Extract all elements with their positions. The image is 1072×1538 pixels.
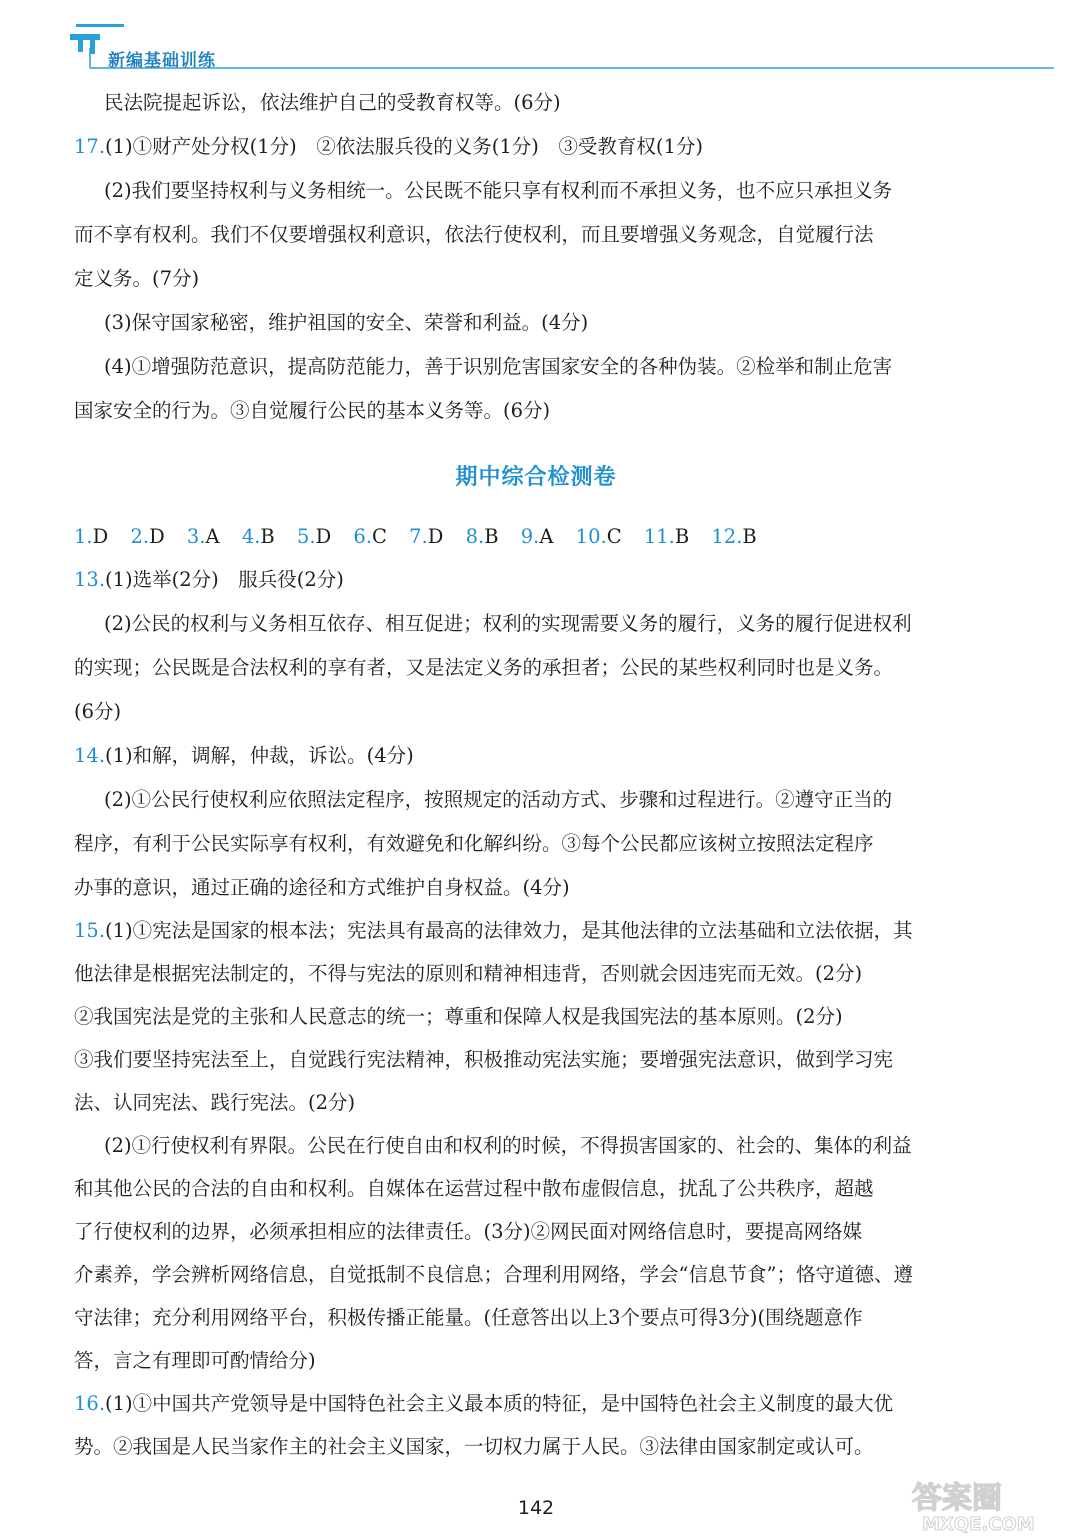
- mc-answer-row: [74, 525, 773, 548]
- text-line: 法、认同宪法、践行宪法。(2分): [74, 1091, 356, 1114]
- text-line: (6分): [74, 700, 122, 723]
- text-line: 答，言之有理即可酌情给分): [74, 1349, 316, 1372]
- text-line: 民法院提起诉讼，依法维护自己的受教育权等。(6分): [104, 91, 561, 114]
- text-line: ③我们要坚持宪法至上，自觉践行宪法精神，积极推动宪法实施；要增强宪法意识，做到学习宪: [74, 1048, 894, 1071]
- mc-answer: 12.B: [711, 525, 757, 548]
- text-line: 的实现；公民既是合法权利的享有者，又是法定义务的承担者；公民的某些权利同时也是义务。: [74, 656, 894, 679]
- mc-answer: 4.B: [241, 525, 275, 548]
- mc-answer: 11.B: [643, 525, 690, 548]
- text-line: 程序，有利于公民实际享有权利，有效避免和化解纠纷。③每个公民都应该树立按照法定程序: [74, 832, 874, 855]
- mc-answer: 1.D: [74, 525, 109, 548]
- text-line: 国家安全的行为。③自觉履行公民的基本义务等。(6分): [74, 399, 551, 422]
- mc-answer: 9.A: [520, 525, 554, 548]
- mc-answer: 2.D: [130, 525, 165, 548]
- mc-answer: 8.B: [465, 525, 499, 548]
- watermark-text-url: MXQE.COM: [922, 1514, 1035, 1534]
- question-line: 14.(1)和解，调解，仲裁，诉讼。(4分): [74, 744, 414, 767]
- mc-answer: 6.C: [353, 525, 387, 548]
- text-line: (2)①公民行使权利应依照法定程序，按照规定的活动方式、步骤和过程进行。②遵守正当的: [104, 788, 893, 811]
- text-line: 势。②我国是人民当家作主的社会主义国家，一切权力属于人民。③法律由国家制定或认可。: [74, 1435, 874, 1458]
- question-line: 16.(1)①中国共产党领导是中国特色社会主义最本质的特征，是中国特色社会主义制度的最大优: [74, 1392, 894, 1415]
- mc-answer: 7.D: [409, 525, 444, 548]
- text-line: 而不享有权利。我们不仅要增强权利意识，依法行使权利，而且要增强义务观念，自觉履行法: [74, 223, 874, 246]
- text-line: (4)①增强防范意识，提高防范能力，善于识别危害国家安全的各种伪装。②检举和制止危害: [104, 355, 893, 378]
- text-line: 介素养，学会辨析网络信息，自觉抵制不良信息；合理利用网络，学会“信息节食”；恪守道德、遵: [74, 1263, 913, 1286]
- page-header: [0, 0, 1072, 80]
- text-line: 和其他公民的合法的自由和权利。自媒体在运营过程中散布虚假信息，扰乱了公共秩序，超越: [74, 1177, 874, 1200]
- watermark-icon: [892, 1478, 1062, 1534]
- question-line: 17.(1)①财产处分权(1分) ②依法服兵役的义务(1分) ③受教育权(1分): [74, 135, 704, 158]
- question-line: 15.(1)①宪法是国家的根本法；宪法具有最高的法律效力，是其他法律的立法基础和立法依据，其: [74, 919, 913, 942]
- text-line: (2)①行使权利有界限。公民在行使自由和权利的时候，不得损害国家的、社会的、集体的利益: [104, 1134, 912, 1157]
- header-title: 新编基础训练: [108, 51, 216, 71]
- section-title: 期中综合检测卷: [455, 464, 617, 490]
- question-line: 13.(1)选举(2分) 服兵役(2分): [74, 568, 344, 591]
- text-line: (2)我们要坚持权利与义务相统一。公民既不能只享有权利而不承担义务，也不应只承担义务: [104, 179, 893, 202]
- text-line: 他法律是根据宪法制定的，不得与宪法的原则和精神相违背，否则就会因违宪而无效。(2分): [74, 962, 863, 985]
- mc-answer: 5.D: [296, 525, 332, 548]
- text-line: ②我国宪法是党的主张和人民意志的统一；尊重和保障人权是我国宪法的基本原则。(2分): [74, 1005, 843, 1028]
- text-line: 了行使权利的边界，必须承担相应的法律责任。(3分)②网民面对网络信息时，要提高网络媒: [74, 1220, 863, 1243]
- watermark-text-cn: 答案圈: [912, 1481, 1002, 1516]
- mc-answer: 3.A: [186, 525, 220, 548]
- text-line: 定义务。(7分): [74, 267, 200, 290]
- text-line: (3)保守国家秘密，维护祖国的安全、荣誉和利益。(4分): [104, 311, 589, 334]
- watermark-logo: [892, 1478, 1062, 1534]
- text-line: 办事的意识，通过正确的途径和方式维护自身权益。(4分): [74, 876, 570, 899]
- text-line: 守法律；充分利用网络平台，积极传播正能量。(任意答出以上3个要点可得3分)(围绕题意作: [74, 1306, 863, 1329]
- text-line: (2)公民的权利与义务相互依存、相互促进；权利的实现需要义务的履行，义务的履行促进权利: [104, 612, 912, 635]
- page-number: 142: [517, 1497, 555, 1519]
- mc-answer: 10.C: [575, 525, 622, 548]
